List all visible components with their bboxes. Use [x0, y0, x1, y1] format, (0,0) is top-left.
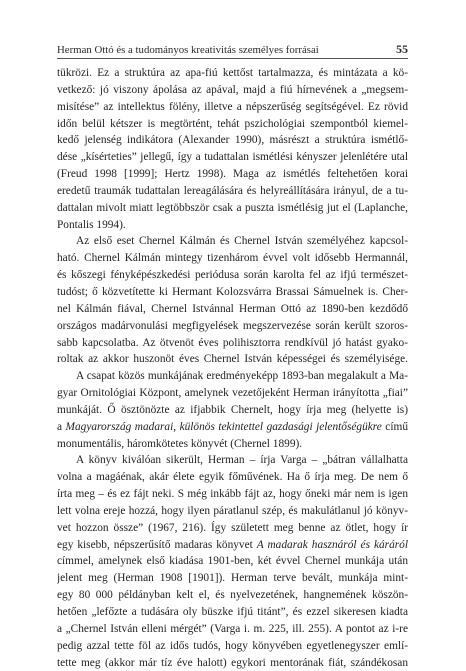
- text-run: tudóst; ő közvetítette ki Hermant Kolozsvárra Brassai Sámuelnek is. Cher-: [57, 285, 408, 298]
- text-run: írta meg – és ez fájt neki. S még inkább fájt az, hogy őneki már nem is igen: [57, 488, 408, 501]
- text-run: országos madárvonulási megfigyelések megszervezése során került szoros-: [57, 319, 408, 332]
- text-line: [57, 149, 408, 166]
- text-line: [57, 217, 408, 234]
- text-line: [57, 132, 408, 149]
- text-run: roltak az akkor huszonöt éves Chernel István képességei és személyisége.: [57, 353, 408, 366]
- body-text: [57, 65, 408, 671]
- italic-title: A madarak hasznáról és káráról: [256, 538, 408, 551]
- header-rule: [57, 58, 408, 59]
- running-header: [57, 42, 408, 57]
- text-line: [57, 604, 408, 621]
- text-run: dése „kísérteties” jellegű, így a tudattalan ismétlési kényszer jelenlétére utal: [57, 151, 408, 164]
- text-run: jelent meg (Herman 1908 [1901]). Herman terve bevált, munkája mint-: [57, 572, 408, 585]
- text-line: [57, 537, 408, 554]
- text-run: dattalan mivolt miatt legtöbbször csak a puszta ismétlésig jut el (Laplanche,: [57, 201, 408, 214]
- text-run: a: [57, 420, 66, 433]
- text-line: [57, 99, 408, 116]
- text-line: [57, 385, 408, 402]
- text-line: [57, 402, 408, 419]
- text-line: [57, 503, 408, 520]
- text-run: eredetű traumák tudattalan lereagálására és helyreállítására irányul, de a tu-: [57, 184, 408, 197]
- text-run: a „Chernel István elleni mérgét” (Varga i. m. 225, ill. 255). A pontot az i-re: [57, 622, 408, 635]
- text-line: [57, 655, 408, 671]
- page-number: 55: [396, 42, 408, 56]
- text-line: [57, 335, 408, 352]
- text-run: A csapat közös munkájának eredményeképp 1893-ban megalakult a Ma-: [76, 370, 408, 383]
- text-line: [57, 419, 408, 436]
- text-run: volna a magáénak, akár élete egyik főművének. Ha ő írja meg. De nem ő: [57, 471, 408, 484]
- text-run: hetően „lefőzte a tudására oly büszke ifjú titánt”, és ezzel sikeresen kiadta: [57, 606, 408, 618]
- text-line: [57, 284, 408, 301]
- text-run: és kőszegi fényképészkedési periódusa során karolta fel az ifjú természet-: [57, 269, 408, 282]
- text-line: [57, 621, 408, 638]
- text-run: tükrözi. Ez a struktúra az apa-fiú kettőst tartalmazza, és mintázata a kö-: [57, 67, 408, 79]
- text-line: [57, 469, 408, 486]
- text-run: lett volna ereje hozzá, hogy ilyen páratlanul szép, és makulátlanul jó könyv-: [57, 504, 408, 517]
- text-run: Pontalis 1994).: [57, 218, 126, 231]
- text-line: [57, 436, 408, 453]
- italic-title: Magyarország madarai, különös tekintettel gazdasági jelentőségükre: [65, 420, 382, 433]
- text-run: kedő jelenség indikátora (Alexander 1990), másrészt a struktúra ismétlő-: [57, 134, 408, 147]
- text-line: [57, 65, 408, 82]
- text-line: [57, 570, 408, 587]
- text-line: [57, 116, 408, 133]
- text-line: [57, 587, 408, 604]
- text-line: [57, 520, 408, 537]
- text-run: tette meg (akkor már tíz éve halott) egykori mentorának fiát, szándékosan: [57, 656, 408, 669]
- text-run: gyar Ornitológiai Központ, amelynek vezetőjeként Herman irányította „fiai”: [57, 387, 408, 400]
- text-run: időn belül kétszer is megtörtént, tehát pszichológiai szempontból kiemel-: [57, 117, 408, 130]
- text-run: munkáját. Ő ösztönözte az ifjabbik Chernelt, hogy írja meg (helyette is): [57, 403, 408, 416]
- text-line: [57, 553, 408, 570]
- text-line: [57, 250, 408, 267]
- text-line: [57, 200, 408, 217]
- text-run: egy kisebb, népszerűsítő madaras könyvet: [57, 538, 257, 551]
- text-run: (Freud 1998 [1999]; Hertz 1998). Maga az ismétlés feltehetően korai: [57, 168, 408, 181]
- text-line: [57, 318, 408, 335]
- text-line: [57, 267, 408, 284]
- text-run: vet hozzon össze” (1967, 216). Így született meg benne az ötlet, hogy ír: [57, 521, 408, 534]
- text-run: ható. Chernel Kálmán mintegy tizenhárom évvel volt idősebb Hermannál,: [57, 252, 408, 265]
- text-line: [57, 166, 408, 183]
- text-run: pedig azzal tette föl az idős tudós, hogy könyvében egyetlenegyszer emlí-: [57, 639, 408, 652]
- text-run: című: [381, 420, 408, 433]
- text-line: [57, 183, 408, 200]
- text-run: Az első eset Chernel Kálmán és Chernel István személyéhez kapcsol-: [76, 235, 408, 248]
- text-run: címmel, amelynek első kiadása 1901-ben, két évvel Chernel munkája után: [57, 555, 408, 568]
- text-line: [57, 368, 408, 385]
- running-title: Herman Ottó és a tudományos kreativitás személyes forrásai: [57, 44, 319, 56]
- text-run: A könyv kiválóan sikerült, Herman – írja Varga – „bátran vállalhatta: [76, 454, 408, 467]
- text-line: [57, 452, 408, 469]
- text-line: [57, 82, 408, 99]
- text-run: vetkező: jó viszony ápolása az apával, majd a fiú hírnevének a „megsem-: [57, 83, 408, 96]
- text-line: [57, 301, 408, 318]
- text-run: misítése” az intellektus fölény, illetve a népszerűség segítségével. Ez rövid: [57, 100, 408, 113]
- text-run: monumentális, háromkötetes könyvét (Chernel 1899).: [57, 437, 303, 450]
- text-line: [57, 486, 408, 503]
- text-run: nel Kálmán fiával, Chernel Istvánnal Herman Ottó az 1890-ben kezdődő: [57, 302, 408, 315]
- text-line: [57, 233, 408, 250]
- text-run: egy 80 000 példányban kelt el, és nyelvezetének, hangnemének köszön-: [57, 589, 408, 602]
- text-run: sabb kapcsolatba. Az ötvenöt éves polihisztorra rendkívül jó hatást gyako-: [57, 336, 408, 349]
- text-line: [57, 351, 408, 368]
- text-line: [57, 638, 408, 655]
